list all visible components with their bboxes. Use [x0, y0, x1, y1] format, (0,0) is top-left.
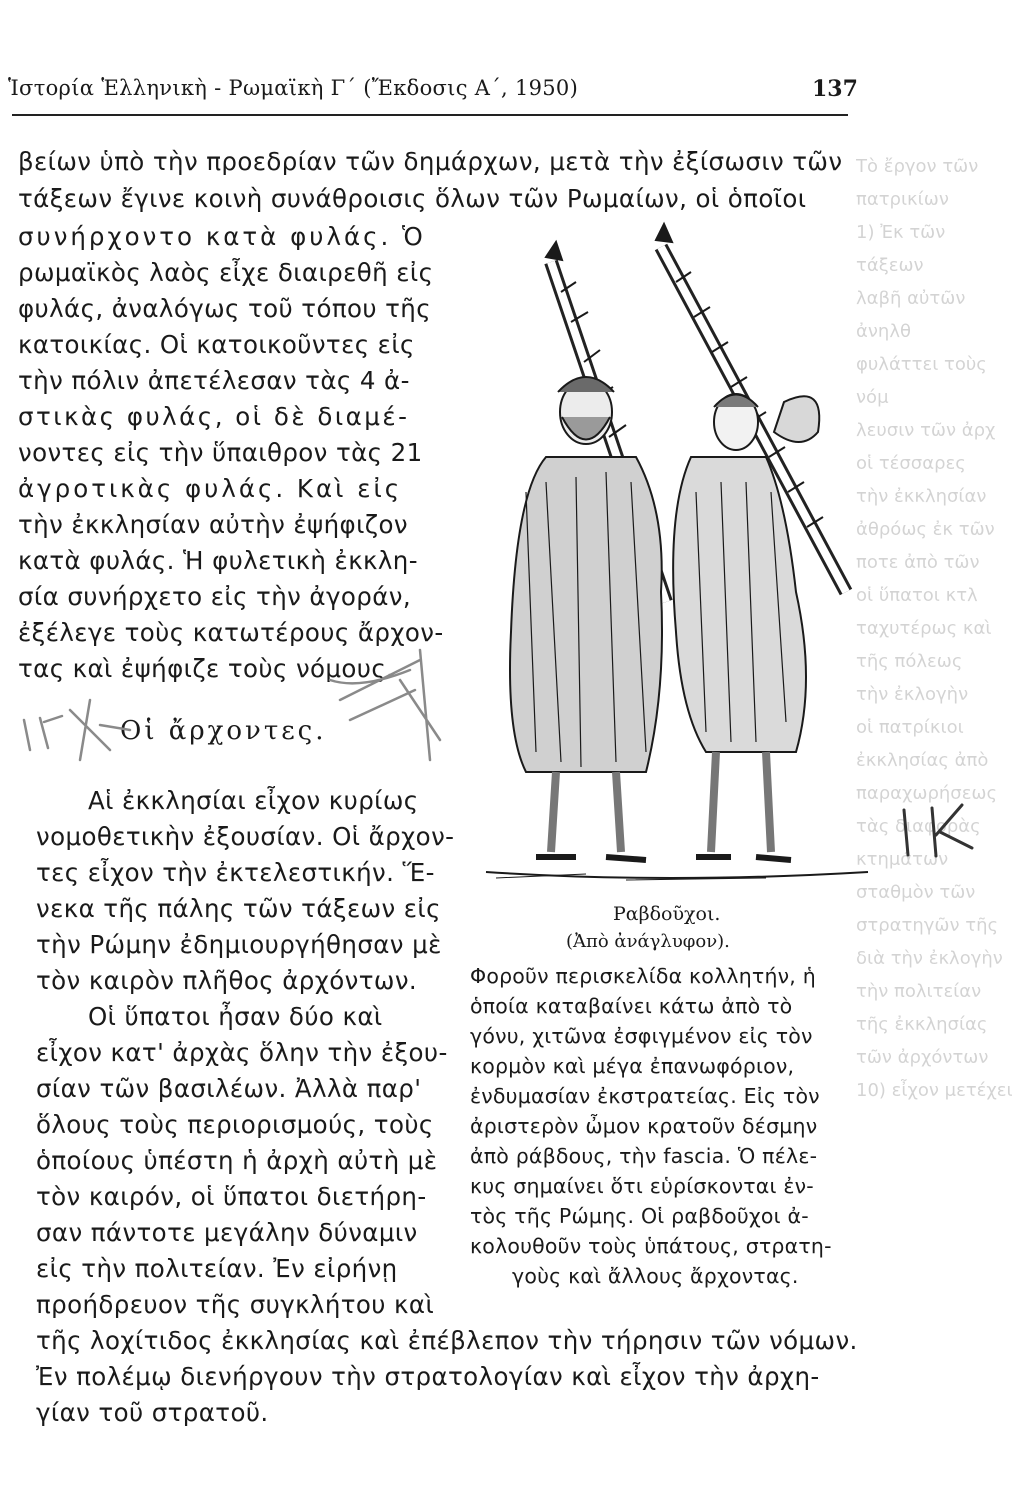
- body-line: νεκα τῆς πάλης τῶν τάξεων εἰς: [36, 894, 441, 923]
- figure-caption-subtitle: (Ἀπὸ ἀνάγλυφον).: [566, 931, 730, 952]
- body-line: Αἱ ἐκκλησίαι εἶχον κυρίως: [88, 786, 419, 815]
- caption-line: γοὺς καὶ ἄλλους ἄρχοντας.: [512, 1264, 799, 1288]
- body-line: τες εἶχον τὴν ἐκτελεστικήν. Ἕ-: [36, 858, 435, 887]
- body-line: βείων ὑπὸ τὴν προεδρίαν τῶν δημάρχων, μετὰ τὴν ἐξίσωσιν τῶν: [18, 147, 843, 176]
- body-line: ὅλους τοὺς περιορισμούς, τοὺς: [36, 1110, 434, 1139]
- caption-line: ἐνδυμασίαν ἐκστρατείας. Εἰς τὸν: [470, 1084, 820, 1108]
- page-number: 137: [812, 76, 858, 102]
- body-line: ρωμαϊκὸς λαὸς εἶχε διαιρεθῆ εἰς: [18, 258, 434, 287]
- axe-right-icon: [774, 396, 819, 442]
- running-header-title: Ἱστορία Ἑλληνικὴ - Ρωμαϊκὴ Γ΄ (Ἔκδοσις Α΄, 1950): [8, 76, 579, 100]
- caption-line: κορμὸν καὶ μέγα ἐπανωφόριον,: [470, 1054, 795, 1078]
- body-line: τας καὶ ἐψήφιζε τοὺς νόμους.: [18, 654, 395, 683]
- header-rule: [12, 114, 848, 116]
- section-heading: Οἱ ἄρχοντες.: [120, 716, 327, 746]
- body-line: εἶχον κατ' ἀρχὰς ὅλην τὴν ἐξου-: [36, 1038, 448, 1067]
- body-line: σίαν τῶν βασιλέων. Ἀλλὰ παρ': [36, 1074, 422, 1103]
- body-line: ἐξέλεγε τοὺς κατωτέρους ἄρχον-: [18, 618, 444, 647]
- caption-line: ἀπὸ ράβδους, τὴν fascia. Ὁ πέλε-: [470, 1144, 818, 1168]
- body-line: φυλάς, ἀναλόγως τοῦ τόπου τῆς: [18, 294, 432, 323]
- caption-line: κολουθοῦν τοὺς ὑπάτους, στρατη-: [470, 1234, 832, 1258]
- body-line: τὴν Ρώμην ἐδημιουργήθησαν μὲ: [36, 930, 442, 959]
- body-line: σαν πάντοτε μεγάλην δύναμιν: [36, 1218, 418, 1247]
- body-line: τὴν πόλιν ἀπετέλεσαν τὰς 4 ἀ-: [18, 366, 410, 395]
- body-line: τάξεων ἔγινε κοινὴ συνάθροισις ὅλων τῶν Ρωμαίων, οἱ ὁποῖοι: [18, 184, 807, 213]
- caption-line: γόνυ, χιτῶνα ἐσφιγμένον εἰς τὸν: [470, 1024, 813, 1048]
- body-line: γίαν τοῦ στρατοῦ.: [36, 1398, 269, 1427]
- caption-line: ὁποία καταβαίνει κάτω ἀπὸ τὸ: [470, 994, 793, 1018]
- lictors-illustration: [466, 212, 876, 902]
- caption-line: Φοροῦν περισκελίδα κολλητήν, ἡ: [470, 964, 816, 988]
- handwritten-margin-note: [892, 790, 982, 870]
- body-line: προήδρευον τῆς συγκλήτου καὶ: [36, 1290, 435, 1319]
- lictor-right-figure: [673, 394, 806, 860]
- body-line: ἀγροτικὰς φυλάς. Καὶ εἰς: [18, 474, 403, 503]
- caption-line: κυς σημαίνει ὅτι εὑρίσκονται ἐν-: [470, 1174, 814, 1198]
- body-line: Ἐν πολέμῳ διενήργουν τὴν στρατολογίαν καὶ εἶχον τὴν ἀρχη-: [36, 1362, 820, 1391]
- body-line: κατοικίας. Οἱ κατοικοῦντες εἰς: [18, 330, 415, 359]
- pencil-cross: [70, 700, 130, 760]
- caption-line: τὸς τῆς Ρώμης. Οἱ ραβδοῦχοι ἀ-: [470, 1204, 809, 1228]
- figure-caption-title: Ραβδοῦχοι.: [613, 903, 721, 925]
- ground-line: [486, 872, 868, 878]
- body-line: τὸν καιρόν, οἱ ὕπατοι διετήρη-: [36, 1182, 427, 1211]
- body-line: κατὰ φυλάς. Ἡ φυλετικὴ ἐκκλη-: [18, 546, 418, 575]
- body-line: συνήρχοντο κατὰ φυλάς. Ὁ: [18, 222, 426, 251]
- body-line: ὁποίους ὑπέστη ἡ ἀρχὴ αὐτὴ μὲ: [36, 1146, 438, 1175]
- show-through-bleed: Τὸ ἔργον τῶν πατρικίων 1) Ἐκ τῶν τάξεων λαβῆ αὐτῶν ἀνηλθ φυλάττει τοὺς νόμ λευσιν τῶν ἀρχ οἱ τέσσαρες τὴν ἐκκλησίαν ἀθρόως ἐκ τῶν ποτε ἀπὸ τῶν οἱ ὕπατοι κτλ ταχυτέρως καὶ τῆς πόλεως τὴν ἐκλογὴν οἱ πατρίκιοι ἐκκλησίας ἀπὸ παραχωρήσεως τὰς διαφορὰς κτημάτων σταθμὸν τῶν στρατηγῶν τῆς διὰ τὴν ἐκλογὴν τὴν πολιτείαν τῆς ἐκκλησίας τῶν ἀρχόντων 10) εἶχον μετέχει: [856, 156, 1013, 1101]
- body-line: Οἱ ὕπατοι ἦσαν δύο καὶ: [88, 1002, 383, 1031]
- body-line: τὸν καιρὸν πλῆθος ἀρχόντων.: [36, 966, 418, 995]
- body-line: εἰς τὴν πολιτείαν. Ἐν εἰρήνῃ: [36, 1254, 398, 1283]
- body-line: τὴν ἐκκλησίαν αὐτὴν ἐψήφιζον: [18, 510, 409, 539]
- lictor-left-figure: [510, 377, 662, 860]
- body-line: σία συνήρχετο εἰς τὴν ἀγοράν,: [18, 582, 412, 611]
- handwritten-17: [24, 716, 62, 750]
- caption-line: ἀριστερὸν ὦμον κρατοῦν δέσμην: [470, 1114, 818, 1138]
- body-line: τῆς λοχίτιδος ἐκκλησίας καὶ ἐπέβλεπον τὴν τήρησιν τῶν νόμων.: [36, 1326, 858, 1355]
- body-line: νοντες εἰς τὴν ὕπαιθρον τὰς 21: [18, 438, 423, 467]
- body-line: νομοθετικὴν ἐξουσίαν. Οἱ ἄρχον-: [36, 822, 455, 851]
- body-line: στικὰς φυλάς, οἱ δὲ διαμέ-: [18, 402, 410, 431]
- pencil-scribble: [0, 640, 460, 790]
